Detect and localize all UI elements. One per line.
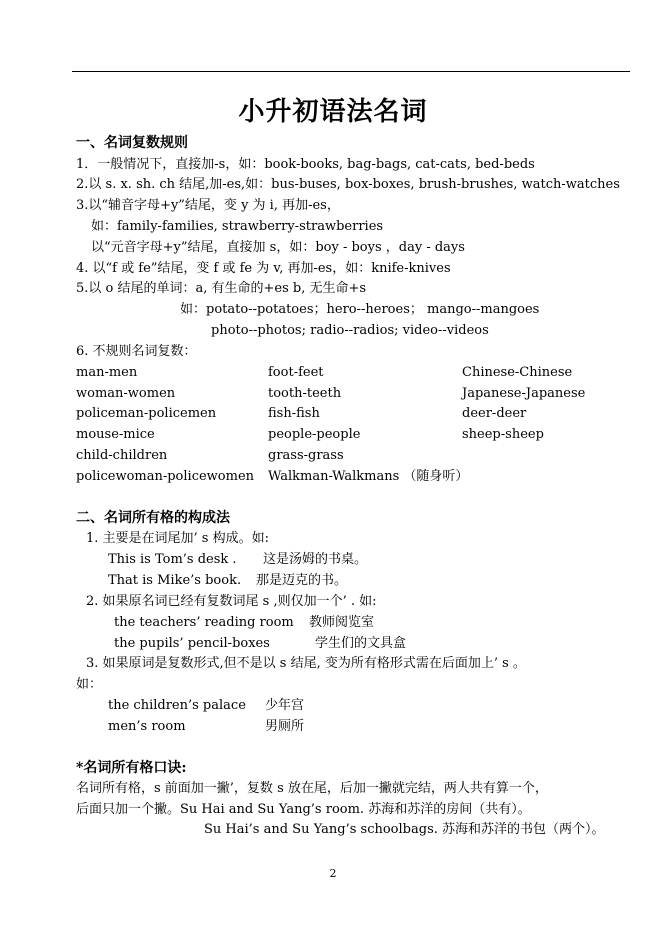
mnemonic-line-3: Su Hai’s and Su Yang’s schoolbags. 苏海和苏洋的书包（两个）。 [204,822,605,837]
irregular-cell: people-people [268,427,361,442]
rule4: 4. 以“f 或 fe”结尾，变 f 或 fe 为 v, 再加-es，如：knife-knives [76,261,451,276]
example-chinese: 这是汤姆的书桌。 [263,552,368,567]
example-english: the children’s palace [108,698,246,713]
possessive-point-1: 1. 主要是在词尾加’ s 构成。如: [86,531,269,546]
example-chinese: 男厕所 [265,719,305,734]
possessive-point-3: 3. 如果原词是复数形式,但不是以 s 结尾, 变为所有格形式需在后面加上’ s 。 [86,656,526,671]
irregular-cell: deer-deer [462,406,527,421]
irregular-cell: Japanese-Japanese [462,386,586,401]
page-number: 2 [329,867,337,880]
rule2: 2.以 s. x. sh. ch 结尾,加-es,如：bus-buses, box-boxes, brush-brushes, watch-watches [76,177,620,192]
rule3-example: 如：family-families, strawberry-strawberries [91,219,384,234]
irregular-cell: foot-feet [268,365,324,380]
section2-heading: 二、名词所有格的构成法 [76,510,230,526]
irregular-cell: fish-fish [268,406,320,421]
example-chinese: 少年宫 [265,698,305,713]
section3-heading: *名词所有格口诀: [76,760,187,776]
example-english: men’s room [108,719,186,734]
example-chinese: 那是迈克的书。 [256,573,348,588]
example-english: This is Tom’s desk . [108,552,237,567]
irregular-cell: tooth-teeth [268,386,342,401]
rule5-example-1: 如：potato--potatoes；hero--heroes； mango--mangoes [180,302,540,317]
page-title: 小升初语法名词 [238,97,428,127]
rule3-vowel: 以“元音字母+y”结尾，直接加 s，如：boy - boys ，day - days [91,240,465,255]
irregular-cell: child-children [76,448,168,463]
example-chinese: 学生们的文具盒 [315,636,407,651]
mnemonic-line-2: 后面只加一个撇。Su Hai and Su Yang’s room. 苏海和苏洋的房间（共有）。 [76,802,531,817]
irregular-cell: policeman-policemen [76,406,217,421]
possessive-point-2: 2. 如果原名词已经有复数词尾 s ,则仅加一个’ . 如: [86,594,377,609]
irregular-cell: mouse-mice [76,427,155,442]
irregular-cell: sheep-sheep [462,427,544,442]
header-rule [72,71,630,72]
irregular-cell: grass-grass [268,448,344,463]
irregular-cell: Chinese-Chinese [462,365,573,380]
section1-heading: 一、名词复数规则 [76,135,188,151]
example-chinese: 教师阅览室 [309,615,375,630]
rule5: 5.以 o 结尾的单词：a, 有生命的+es b, 无生命+s [76,281,367,296]
possessive-point-3-continued: 如： [76,677,103,692]
mnemonic-line-1: 名词所有格，s 前面加一撇’，复数 s 放在尾，后加一撇就完结，两人共有算一个， [76,781,548,796]
example-english: the pupils’ pencil-boxes [114,636,270,651]
example-english: the teachers’ reading room [114,615,294,630]
irregular-cell: policewoman-policewomen [76,469,255,484]
example-english: That is Mike’s book. [108,573,242,588]
rule5-example-2: photo--photos; radio--radios; video--videos [211,323,489,338]
irregular-cell: Walkman-Walkmans （随身听） [268,469,469,484]
rule1: 1．一般情况下，直接加-s，如：book-books, bag-bags, cat-cats, bed-beds [76,157,535,172]
irregular-cell: man-men [76,365,138,380]
irregular-cell: woman-women [76,386,176,401]
rule3: 3.以“辅音字母+y”结尾，变 y 为 i, 再加-es， [76,198,340,213]
rule6: 6. 不规则名词复数： [76,344,197,359]
